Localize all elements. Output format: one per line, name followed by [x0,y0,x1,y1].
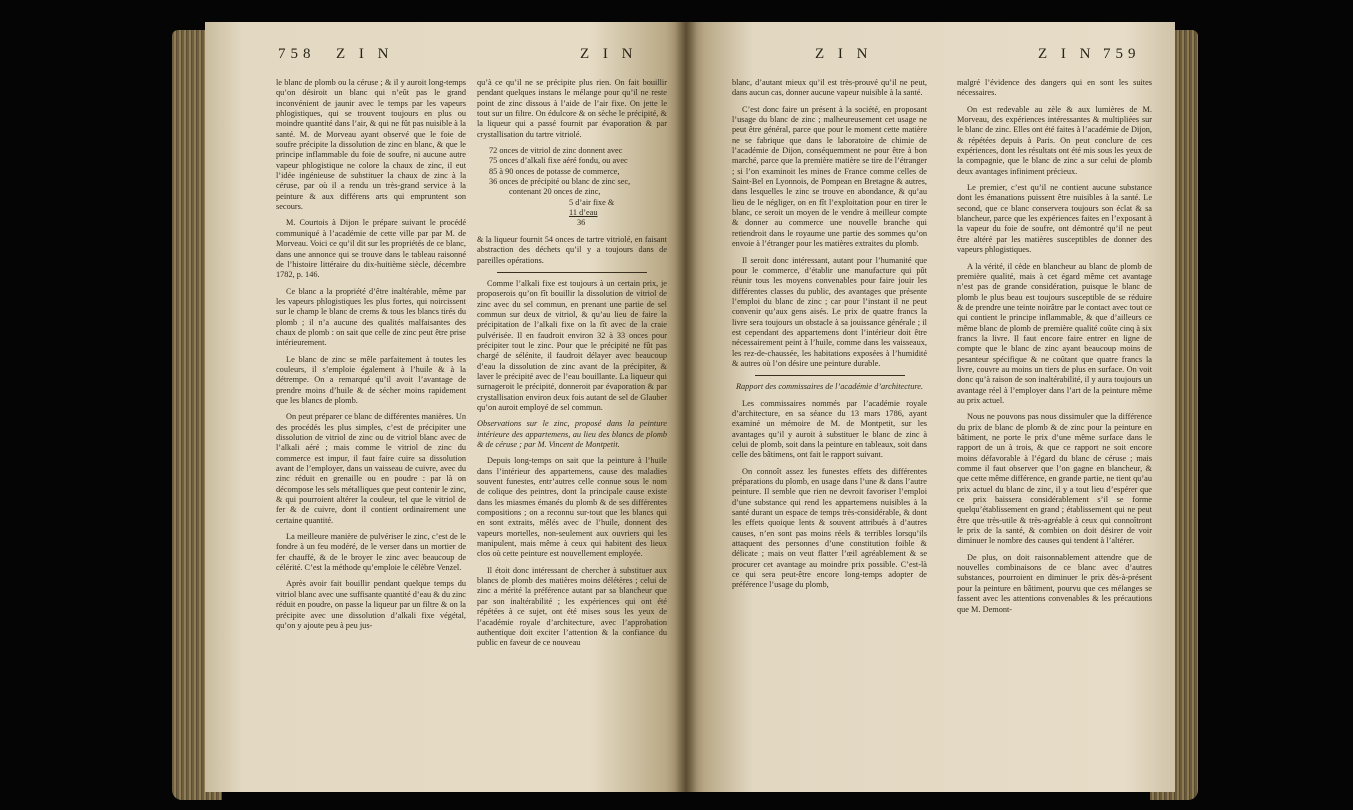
paragraph: Comme l’alkali fixe est toujours à un certain prix, je proposerois qu’on fît bouillir la dissolution de vitriol de zinc avec du sel commun, en prenant une partie de sel commun sur deux de vitriol, & qu’au lieu de faire la précipitation de l’alkali fixe on la fît avec de la craie pulvérisée. Il en faudroit environ 32 à 33 onces pour précipiter tout le zinc. Pour que le précipité ne fût pas chargé de sélénite, il faudroit délayer avec beaucoup d’eau la dissolution de zinc avant de la précipiter, & laver le précipité avec de l’eau bouillante. La liqueur qui surnageroit le précipité, donneroit par évaporation & par crystallisation environ deux fois autant de sel de Glauber qu’on auroit employé de sel commun. [477,278,667,412]
paragraph: A la vérité, il cède en blancheur au blanc de plomb de première qualité, mais à cet égard même cet avantage n’est pas de grande considération, puisque le blanc de plomb le plus beau est toujours susceptible de se réduire & de prendre une teinte noirâtre par le contact avec tout ce qui contient le principe inflammable, & que d’ailleurs ce même blanc de plomb de première qualité coûte cinq à six francs la livre. Il faut encore faire entrer en ligne de compte que le blanc de zinc ayant beaucoup moins de pesanteur spécifique & ne coûtant que quatre francs la livre, couvre au moins un tiers de plus en surface. On voit donc qu’à raison de son inaltérabilité, il y aura toujours un avantage réel à l’employer dans l’art de la peinture même au prix actuel. [957,261,1152,405]
recipe-line: 36 [577,218,586,228]
paragraph: Le blanc de zinc se mêle parfaitement à toutes les couleurs, il s’emploie également à l’huile & à la détrempe. On a remarqué qu’il avoit l’avantage de prendre moins d’huile & de sécher moins rapidement que les blancs de plomb. [276,354,466,405]
recipe-line: 75 onces d’alkali fixe aéré fondu, ou avec [489,156,628,166]
paragraph: C’est donc faire un présent à la société, en proposant l’usage du blanc de zinc ; malheureusement cet usage ne peut être général, parce que pour le moment cette matière ne se fabrique que dans le laboratoire de chimie de l’académie de Dijon, conséquemment ne pour être à bon marché, parce que la première matière se tire de l’étranger ; si l’on examinoit les mines de France comme celles de Saint-Bel en Lyonnois, de Pompean en Bretagne & autres, dans lesquelles le zinc se trouve en abondance, & qu’au lieu de le négliger, on en fît l’exploitation pour en tirer le blanc, ce seroit un moyen de le vendre à meilleur compte & donner au commerce une nouvelle branche qui retiendroit dans le royaume une partie des sommes qu’on envoie à l’étranger pour les matières extraites du plomb. [732,104,927,249]
paragraph: le blanc de plomb ou la céruse ; & il y auroit long-temps qu’on désiroit un blanc qui n’eût pas le grand inconvénient de jaunir avec le temps par les vapeurs phlogistiques, qui se trouvent toujours en plus ou moindre quantité dans l’air, & qui ne fût pas nuisible à la santé. M. de Morveau ayant observé que le foie de soufre précipite la dissolution de zinc en blanc, & que le principe inflammable du foie de soufre, ni aucune autre vapeur phlogistique ne colore la chaux de zinc, il eut l’idée ingénieuse de substituer la chaux de zinc à la céruse, par où il a rendu un très-grand service à la peinture & aux différens arts qui empruntent son secours. [276,78,466,212]
paragraph: Le premier, c’est qu’il ne contient aucune substance dont les émanations puissent être nuisibles à la santé. Le second, que ce blanc conservera toujours son éclat & sa blancheur, parce que les expériences faites en l’exposant à la vapeur du foie de soufre, ont démontré qu’il ne peut être altéré par les matières susceptibles de donner des vapeurs phlogistiques. [957,183,1152,255]
paragraph: & la liqueur fournit 54 onces de tartre vitriolé, en faisant abstraction des déchets qu’il y a toujours dans de pareilles opérations. [477,234,667,265]
paragraph: Nous ne pouvons pas nous dissimuler que la différence du prix de blanc de plomb & de zinc pour la peinture en bâtiment, ne porte le prix d’une même surface dans le rapport de un à trois, & que ce rapport ne soit encore moins défavorable à l’égard du blanc de céruse ; mais comme il faut observer que l’on gagne en blancheur, & que cette même différence, en grande partie, ne tient qu’au prix actuel du blanc de zinc, il y a tout lieu d’espérer que ce prix baissera considérablement s’il se forme quelqu’établissement en grand ; établissement qui ne peut être que très-utile & très-agréable à ceux qui connoîtront le prix de la santé, & combien on doit désirer de voir diminuer le nombre des causes qui tendent à l’altérer. [957,412,1152,546]
running-head-left-1: Z I N [336,46,394,62]
paragraph: De plus, on doit raisonnablement attendre que de nouvelles combinaisons de ce blanc avec d’autres substances, pourroient en diminuer le prix dès-à-présent pour la peinture en bâtiment, pourvu que ces mélanges se fassent avec les attentions convenables & les précautions que M. Demont- [957,552,1152,614]
section-title: Observations sur le zinc, proposé dans la peinture intérieure des appartemens, au lieu des blancs de plomb & de céruse ; par M. Vincent de Montpetit. [477,419,667,449]
paragraph: Après avoir fait bouillir pendant quelque temps du vitriol blanc avec une suffisante quantité d’eau & du zinc réduit en poudre, on passe la liqueur par un filtre & on la précipite avec une dissolution d’alkali fixe végétal, qu’on y ajoute peu à peu jus- [276,579,466,630]
divider [755,375,905,376]
paragraph: On connoît assez les funestes effets des différentes préparations du plomb, en usage dans l’une & dans l’autre peinture. Il semble que rien ne devroit favoriser l’emploi d’une substance qui rend les appartemens nuisibles à la santé durant un espace de temps très-considérable, & dont les effets quoique lents & souvent attribués à d’autres causes, n’en sont pas moins réels & terribles lorsqu’ils attaquent des personnes d’une constitution foible & délicate ; mais on veut flatter l’œil agréablement & se procurer cet avantage au moindre prix possible. C’est-là ce qui sera peut-être encore long-temps adopter de préférence l’usage du plomb, [732,466,927,590]
paragraph: M. Courtois à Dijon le prépare suivant le procédé communiqué à l’académie de cette ville par par M. de Morveau. Voici ce qu’il dit sur les propriétés de ce blanc, dans une annonce qui se trouve dans le tableau raisonné de l’histoire littéraire du dix-huitième siècle, décembre 1782, p. 146. [276,218,466,280]
paragraph: Il seroit donc intéressant, autant pour l’humanité que pour le commerce, d’établir une manufacture qui pût réunir tous les moyens convenables pour faire jouir les différentes classes du public, des avantages que présente l’emploi du blanc de zinc ; car pour l’instant il ne peut convenir qu’aux gens aisés. Le prix de quatre francs la livre sera toujours un obstacle à sa jouissance générale ; il est cependant des appartemens dont l’intérieur doit être nécessairement peint à l’huile, comme dans les vaisseaux, les rez-de-chaussée, les habitations exposées à l’humidité & autres où l’on désire une peinture durable. [732,255,927,368]
section-title: Rapport des commissaires de l’académie d’architecture. [735,382,924,392]
paragraph: blanc, d’autant mieux qu’il est très-prouvé qu’il ne peut, dans aucun cas, donner aucune vapeur nuisible à la santé. [732,78,927,98]
recipe-line: contenant 20 onces de zinc, [509,187,601,197]
divider [497,272,647,273]
paragraph: qu’à ce qu’il ne se précipite plus rien. On fait bouillir pendant quelques instans le mélange pour qu’il ne reste point de zinc dissous à l’aide de l’air fixe. On jette le tout sur un filtre. On édulcore & on sèche le précipité, & la liqueur qui a passé fournit par évaporation & par crystallisation du tartre vitriolé. [477,78,667,139]
recipe-list [489,146,667,229]
running-head-left-2: Z I N [580,46,638,62]
left-page-column-1 [276,78,466,790]
paragraph: On peut préparer ce blanc de différentes manières. Un des procédés les plus simples, c’est de précipiter une dissolution de vitriol de zinc ou de vitriol blanc avec de l’alkali aéré ; mais comme le vitriol de zinc du commerce est impur, il faut faire cuire sa dissolution avant de l’employer, dans un vaisseau de cuivre, avec du zinc réduit en grenaille ou en poudre : par là on décompose les sels métalliques que peut contenir le zinc, & qui pourroient altérer la couleur, tel que le vitriol de fer & de cuivre, dont il contient ordinairement une certaine quantité. [276,412,466,525]
paragraph: Ce blanc a la propriété d’être inaltérable, même par les vapeurs phlogistiques les plus fortes, qui noircissent sur le champ le blanc de crems & tous les blancs tirés du plomb ; il n’a aucune des qualités malfaisantes des chaux de plomb : on sait que celle de zinc peut être prise intérieurement. [276,286,466,348]
book-gutter [675,22,697,792]
recipe-line: 36 onces de précipité ou blanc de zinc sec, [489,177,631,187]
paragraph: La meilleure manière de pulvériser le zinc, c’est de le fondre à un feu modéré, de le verser dans un mortier de fer chauffé, & de le broyer le zinc avec beaucoup de célérité. C’est la méthode qu’emploie le célèbre Venzel. [276,532,466,573]
recipe-line: 5 d’air fixe & [569,197,615,207]
left-page-column-2 [477,78,667,790]
right-page-column-1 [732,78,927,790]
paragraph: malgré l’évidence des dangers qui en sont les suites nécessaires. [957,78,1152,98]
page-number-right: 759 [1103,46,1141,62]
page-number-left: 758 [278,46,316,62]
paragraph: Les commissaires nommés par l’académie royale d’architecture, en sa séance du 13 mars 1786, ayant examiné un mémoire de M. de Montpetit, sur les avantages qu’il y auroit à substituer le blanc de zinc à celui de plomb, soit dans la peinture en tableaux, soit dans celle des bâtimens, ont fait le rapport suivant. [732,398,927,460]
running-head-right-2: Z I N [1038,46,1096,62]
paragraph: Il étoit donc intéressant de chercher à substituer aux blancs de plomb des matières moins délétères ; celui de zinc a mérité la préférence autant par sa blancheur que par son inaltérabilité ; les expériences qui ont été répétées à ce sujet, ont été mises sous les yeux de l’académie royale d’architecture, avec l’approbation authentique doit exciter l’attention & la confiance du public en faveur de ce nouveau [477,565,667,648]
recipe-line: 85 à 90 onces de potasse de commerce, [489,166,620,176]
recipe-line: 11 d’eau [569,208,598,218]
right-page-column-2 [957,78,1152,790]
recipe-line: 72 onces de vitriol de zinc donnent avec [489,146,623,156]
running-head-right-1: Z I N [815,46,873,62]
paragraph: Depuis long-temps on sait que la peinture à l’huile dans l’intérieur des appartemens, cause des maladies souvent funestes, entr’autres celle connue sous le nom de colique des peintres, dont la principale cause existe dans les miasmes émanés du plomb & de ses différentes compositions ; on a reconnu sur-tout que les blancs qui en sont extraits, mêlés avec de l’huile, donnent des vapeurs mortelles, non-seulement aux ouvriers qui les manipulent, mais même à ceux qui habitent des lieux clos où cette peinture est nouvellement employée. [477,456,667,559]
paragraph: On est redevable au zèle & aux lumières de M. Morveau, des expériences intéressantes & multipliées sur le blanc de zinc. Elles ont été faites à l’académie de Dijon, & répétées depuis à Paris. On peut conclure de ces expériences, dont les résultats ont été mis sous les yeux de la compagnie, que le blanc de zinc a sur celui de plomb deux avantages infiniment précieux. [957,104,1152,176]
